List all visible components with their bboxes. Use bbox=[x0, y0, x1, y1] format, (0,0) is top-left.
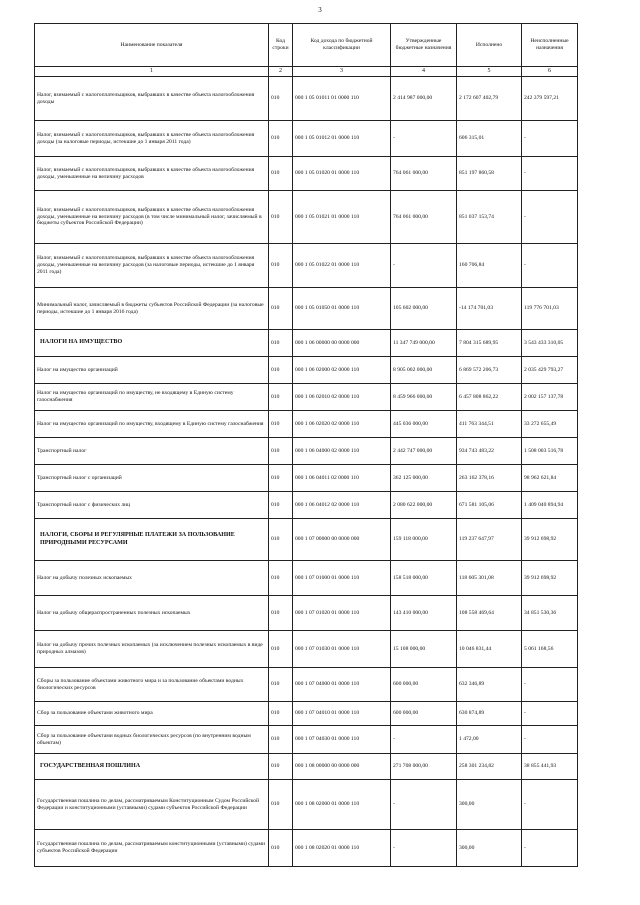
row-unexecuted-amount: - bbox=[522, 121, 578, 157]
row-line-code: 010 bbox=[269, 726, 293, 754]
row-unexecuted-amount: 2 002 157 137,78 bbox=[522, 384, 578, 411]
row-approved-amount: - bbox=[391, 780, 457, 830]
row-indicator-name: Налог на добычу полезных ископаемых bbox=[35, 561, 269, 596]
row-unexecuted-amount: - bbox=[522, 702, 578, 726]
row-unexecuted-amount: 38 855 441,93 bbox=[522, 754, 578, 780]
row-unexecuted-amount: - bbox=[522, 726, 578, 754]
row-approved-amount: 600 000,00 bbox=[391, 668, 457, 702]
table-row bbox=[35, 631, 578, 668]
row-line-code: 010 bbox=[269, 492, 293, 519]
row-executed-amount: 411 763 344,51 bbox=[457, 411, 522, 438]
row-indicator-name: Налог на добычу общераспространенных полезных ископаемых bbox=[35, 596, 269, 631]
row-approved-amount: - bbox=[391, 726, 457, 754]
row-classification-code: 000 1 07 01030 01 0000 110 bbox=[293, 631, 391, 668]
row-approved-amount: 11 347 749 000,00 bbox=[391, 330, 457, 357]
row-classification-code: 000 1 07 01000 01 0000 110 bbox=[293, 561, 391, 596]
row-approved-amount: 2 414 987 000,00 bbox=[391, 77, 457, 121]
table-row bbox=[35, 668, 578, 702]
row-indicator-name: Государственная пошлина по делам, рассматриваемым конституционными (уставными) судами субъектов Российской Федерации bbox=[35, 830, 269, 867]
row-classification-code: 000 1 07 04000 01 0000 110 bbox=[293, 668, 391, 702]
row-line-code: 010 bbox=[269, 157, 293, 191]
table-row bbox=[35, 465, 578, 492]
table-row bbox=[35, 384, 578, 411]
row-approved-amount: 2 442 747 000,00 bbox=[391, 438, 457, 465]
row-indicator-name: Налог, взимаемый с налогоплательщиков, выбравших в качестве объекта налогообложения доходы, уменьшенные на величину расходов (за налоговые периоды, истекшие до 1 января 2011 года) bbox=[35, 244, 269, 288]
row-executed-amount: 108 558 469,64 bbox=[457, 596, 522, 631]
row-classification-code: 000 1 05 01050 01 0000 110 bbox=[293, 288, 391, 330]
row-executed-amount: 263 162 378,16 bbox=[457, 465, 522, 492]
row-unexecuted-amount: - bbox=[522, 157, 578, 191]
row-classification-code: 000 1 05 01020 01 0000 110 bbox=[293, 157, 391, 191]
row-classification-code: 000 1 05 01022 01 0000 110 bbox=[293, 244, 391, 288]
table-row bbox=[35, 519, 578, 561]
row-unexecuted-amount: - bbox=[522, 244, 578, 288]
row-indicator-name: Налог, взимаемый с налогоплательщиков, выбравших в качестве объекта налогообложения доходы (за налоговые периоды, истекшие до 1 января 2011 года) bbox=[35, 121, 269, 157]
column-number: 2 bbox=[269, 67, 293, 77]
table-row bbox=[35, 438, 578, 465]
row-executed-amount: 934 743 483,22 bbox=[457, 438, 522, 465]
row-approved-amount: 105 602 000,00 bbox=[391, 288, 457, 330]
table-row bbox=[35, 157, 578, 191]
table-row bbox=[35, 830, 578, 867]
row-indicator-name: Транспортный налог с физических лиц bbox=[35, 492, 269, 519]
row-approved-amount: 764 061 000,00 bbox=[391, 157, 457, 191]
row-unexecuted-amount: 5 061 168,56 bbox=[522, 631, 578, 668]
row-unexecuted-amount: 242 379 597,21 bbox=[522, 77, 578, 121]
row-line-code: 010 bbox=[269, 830, 293, 867]
table-row bbox=[35, 330, 578, 357]
row-executed-amount: 1 472,00 bbox=[457, 726, 522, 754]
page-number: 3 bbox=[318, 6, 322, 14]
column-number: 1 bbox=[35, 67, 269, 77]
row-indicator-name: Налог на имущество организаций по имуществу, не входящему в Единую систему газоснабжения bbox=[35, 384, 269, 411]
row-approved-amount: 143 410 000,00 bbox=[391, 596, 457, 631]
row-executed-amount: -14 174 701,03 bbox=[457, 288, 522, 330]
row-line-code: 010 bbox=[269, 754, 293, 780]
row-executed-amount: 118 605 301,08 bbox=[457, 561, 522, 596]
row-approved-amount: - bbox=[391, 121, 457, 157]
row-executed-amount: 119 237 647,97 bbox=[457, 519, 522, 561]
table-row bbox=[35, 357, 578, 384]
row-unexecuted-amount: 33 272 655,49 bbox=[522, 411, 578, 438]
row-line-code: 010 bbox=[269, 561, 293, 596]
header-indicator-name: Наименование показателя bbox=[35, 24, 269, 67]
table-row bbox=[35, 244, 578, 288]
row-classification-code: 000 1 08 02020 01 0000 110 bbox=[293, 830, 391, 867]
row-line-code: 010 bbox=[269, 384, 293, 411]
header-budget-classification-code: Код дохода по бюджетной классификации bbox=[293, 24, 391, 67]
row-executed-amount: 6 457 808 862,22 bbox=[457, 384, 522, 411]
row-classification-code: 000 1 05 01011 01 0000 110 bbox=[293, 77, 391, 121]
row-classification-code: 000 1 05 01012 01 0000 110 bbox=[293, 121, 391, 157]
row-indicator-name: Сбор за пользование объектами животного мира bbox=[35, 702, 269, 726]
row-approved-amount: 2 080 622 000,00 bbox=[391, 492, 457, 519]
header-approved-appropriations: Утвержденные бюджетные назначения bbox=[391, 24, 457, 67]
row-line-code: 010 bbox=[269, 191, 293, 244]
row-indicator-name: Налог на имущество организаций по имуществу, входящему в Единую систему газоснабжения bbox=[35, 411, 269, 438]
row-indicator-name: Налог, взимаемый с налогоплательщиков, выбравших в качестве объекта налогообложения доходы, уменьшенные на величину расходов (в том числе минимальный налог, зачисляемый в бюджеты субъектов Российской Федерации) bbox=[35, 191, 269, 244]
row-approved-amount: - bbox=[391, 830, 457, 867]
row-unexecuted-amount: 34 851 530,36 bbox=[522, 596, 578, 631]
row-unexecuted-amount: 39 912 698,92 bbox=[522, 519, 578, 561]
row-indicator-name: Налог на имущество организаций bbox=[35, 357, 269, 384]
row-unexecuted-amount: 119 776 701,03 bbox=[522, 288, 578, 330]
row-classification-code: 000 1 08 00000 00 0000 000 bbox=[293, 754, 391, 780]
row-executed-amount: 7 804 315 689,95 bbox=[457, 330, 522, 357]
row-classification-code: 000 1 06 04011 02 0000 110 bbox=[293, 465, 391, 492]
row-line-code: 010 bbox=[269, 465, 293, 492]
row-executed-amount: 632 346,89 bbox=[457, 668, 522, 702]
row-line-code: 010 bbox=[269, 631, 293, 668]
row-indicator-name: ГОСУДАРСТВЕННАЯ ПОШЛИНА bbox=[35, 754, 269, 780]
row-approved-amount: 271 708 000,00 bbox=[391, 754, 457, 780]
row-classification-code: 000 1 06 02020 02 0000 110 bbox=[293, 411, 391, 438]
row-unexecuted-amount: - bbox=[522, 780, 578, 830]
row-classification-code: 000 1 06 04000 02 0000 110 bbox=[293, 438, 391, 465]
table-row bbox=[35, 780, 578, 830]
row-line-code: 010 bbox=[269, 357, 293, 384]
row-executed-amount: 606 315,01 bbox=[457, 121, 522, 157]
header-row bbox=[35, 24, 578, 67]
row-classification-code: 000 1 06 04012 02 0000 110 bbox=[293, 492, 391, 519]
row-executed-amount: 851 197 860,58 bbox=[457, 157, 522, 191]
table-row bbox=[35, 492, 578, 519]
header-executed: Исполнено bbox=[457, 24, 522, 67]
row-line-code: 010 bbox=[269, 411, 293, 438]
row-approved-amount: - bbox=[391, 244, 457, 288]
row-approved-amount: 8 459 966 000,00 bbox=[391, 384, 457, 411]
column-number-row bbox=[35, 67, 578, 77]
row-indicator-name: Транспортный налог bbox=[35, 438, 269, 465]
row-approved-amount: 362 125 000,00 bbox=[391, 465, 457, 492]
row-unexecuted-amount: - bbox=[522, 830, 578, 867]
row-line-code: 010 bbox=[269, 668, 293, 702]
row-classification-code: 000 1 07 00000 00 0000 000 bbox=[293, 519, 391, 561]
row-classification-code: 000 1 07 04010 01 0000 110 bbox=[293, 702, 391, 726]
row-indicator-name: Минимальный налог, зачисляемый в бюджеты субъектов Российской Федерации (за налоговые периоды, истекшие до 1 января 2016 года) bbox=[35, 288, 269, 330]
row-approved-amount: 159 118 000,00 bbox=[391, 519, 457, 561]
row-executed-amount: 160 706,84 bbox=[457, 244, 522, 288]
row-classification-code: 000 1 08 02000 01 0000 110 bbox=[293, 780, 391, 830]
table-row bbox=[35, 754, 578, 780]
table-row bbox=[35, 561, 578, 596]
row-line-code: 010 bbox=[269, 77, 293, 121]
table-row bbox=[35, 702, 578, 726]
table-row bbox=[35, 121, 578, 157]
table-row bbox=[35, 411, 578, 438]
row-indicator-name: НАЛОГИ НА ИМУЩЕСТВО bbox=[35, 330, 269, 357]
table-row bbox=[35, 726, 578, 754]
row-unexecuted-amount: - bbox=[522, 191, 578, 244]
row-approved-amount: 445 036 000,00 bbox=[391, 411, 457, 438]
row-indicator-name: Налог, взимаемый с налогоплательщиков, выбравших в качестве объекта налогообложения доходы bbox=[35, 77, 269, 121]
budget-execution-table bbox=[34, 23, 578, 867]
row-executed-amount: 300,00 bbox=[457, 830, 522, 867]
row-executed-amount: 258 301 234,82 bbox=[457, 754, 522, 780]
row-line-code: 010 bbox=[269, 519, 293, 561]
row-unexecuted-amount: 3 543 433 310,05 bbox=[522, 330, 578, 357]
row-approved-amount: 764 061 000,00 bbox=[391, 191, 457, 244]
row-approved-amount: 600 000,00 bbox=[391, 702, 457, 726]
table-row bbox=[35, 77, 578, 121]
row-indicator-name: Транспортный налог с организаций bbox=[35, 465, 269, 492]
table-row bbox=[35, 191, 578, 244]
row-line-code: 010 bbox=[269, 438, 293, 465]
row-classification-code: 000 1 06 02000 02 0000 110 bbox=[293, 357, 391, 384]
header-line-code: Код строки bbox=[269, 24, 293, 67]
row-unexecuted-amount: 39 912 698,92 bbox=[522, 561, 578, 596]
row-classification-code: 000 1 07 01020 01 0000 110 bbox=[293, 596, 391, 631]
row-indicator-name: Налог на добычу прочих полезных ископаемых (за исключением полезных ископаемых в виде природных алмазов) bbox=[35, 631, 269, 668]
row-line-code: 010 bbox=[269, 780, 293, 830]
row-executed-amount: 671 581 105,06 bbox=[457, 492, 522, 519]
column-number: 3 bbox=[293, 67, 391, 77]
row-approved-amount: 15 108 000,00 bbox=[391, 631, 457, 668]
row-unexecuted-amount: 1 508 003 516,78 bbox=[522, 438, 578, 465]
header-unexecuted-appropriations: Неисполненные назначения bbox=[522, 24, 578, 67]
row-line-code: 010 bbox=[269, 330, 293, 357]
row-classification-code: 000 1 07 04030 01 0000 110 bbox=[293, 726, 391, 754]
column-number: 5 bbox=[457, 67, 522, 77]
table-row bbox=[35, 596, 578, 631]
row-classification-code: 000 1 06 02010 02 0000 110 bbox=[293, 384, 391, 411]
row-executed-amount: 851 037 153,74 bbox=[457, 191, 522, 244]
column-number: 4 bbox=[391, 67, 457, 77]
row-indicator-name: НАЛОГИ, СБОРЫ И РЕГУЛЯРНЫЕ ПЛАТЕЖИ ЗА ПОЛЬЗОВАНИЕ ПРИРОДНЫМИ РЕСУРСАМИ bbox=[35, 519, 269, 561]
row-line-code: 010 bbox=[269, 288, 293, 330]
row-executed-amount: 10 046 831,44 bbox=[457, 631, 522, 668]
row-executed-amount: 6 869 572 206,73 bbox=[457, 357, 522, 384]
row-unexecuted-amount: - bbox=[522, 668, 578, 702]
row-unexecuted-amount: 1 409 040 894,94 bbox=[522, 492, 578, 519]
row-unexecuted-amount: 2 035 429 793,27 bbox=[522, 357, 578, 384]
row-line-code: 010 bbox=[269, 702, 293, 726]
row-executed-amount: 630 874,89 bbox=[457, 702, 522, 726]
row-unexecuted-amount: 98 962 621,84 bbox=[522, 465, 578, 492]
table-row bbox=[35, 288, 578, 330]
row-classification-code: 000 1 06 00000 00 0000 000 bbox=[293, 330, 391, 357]
row-executed-amount: 300,00 bbox=[457, 780, 522, 830]
row-indicator-name: Налог, взимаемый с налогоплательщиков, выбравших в качестве объекта налогообложения доходы, уменьшенные на величину расходов bbox=[35, 157, 269, 191]
row-classification-code: 000 1 05 01021 01 0000 110 bbox=[293, 191, 391, 244]
row-line-code: 010 bbox=[269, 596, 293, 631]
row-indicator-name: Государственная пошлина по делам, рассматриваемым Конституционным Судом Российской Федерации и конституционными (уставными) судами субъектов Российской Федерации bbox=[35, 780, 269, 830]
row-approved-amount: 158 518 000,00 bbox=[391, 561, 457, 596]
row-indicator-name: Сборы за пользование объектами животного мира и за пользование объектами водных биологических ресурсов bbox=[35, 668, 269, 702]
row-line-code: 010 bbox=[269, 244, 293, 288]
column-number: 6 bbox=[522, 67, 578, 77]
row-indicator-name: Сбор за пользование объектами водных биологических ресурсов (по внутренним водным объектам) bbox=[35, 726, 269, 754]
row-executed-amount: 2 172 607 402,79 bbox=[457, 77, 522, 121]
row-approved-amount: 8 905 002 000,00 bbox=[391, 357, 457, 384]
row-line-code: 010 bbox=[269, 121, 293, 157]
